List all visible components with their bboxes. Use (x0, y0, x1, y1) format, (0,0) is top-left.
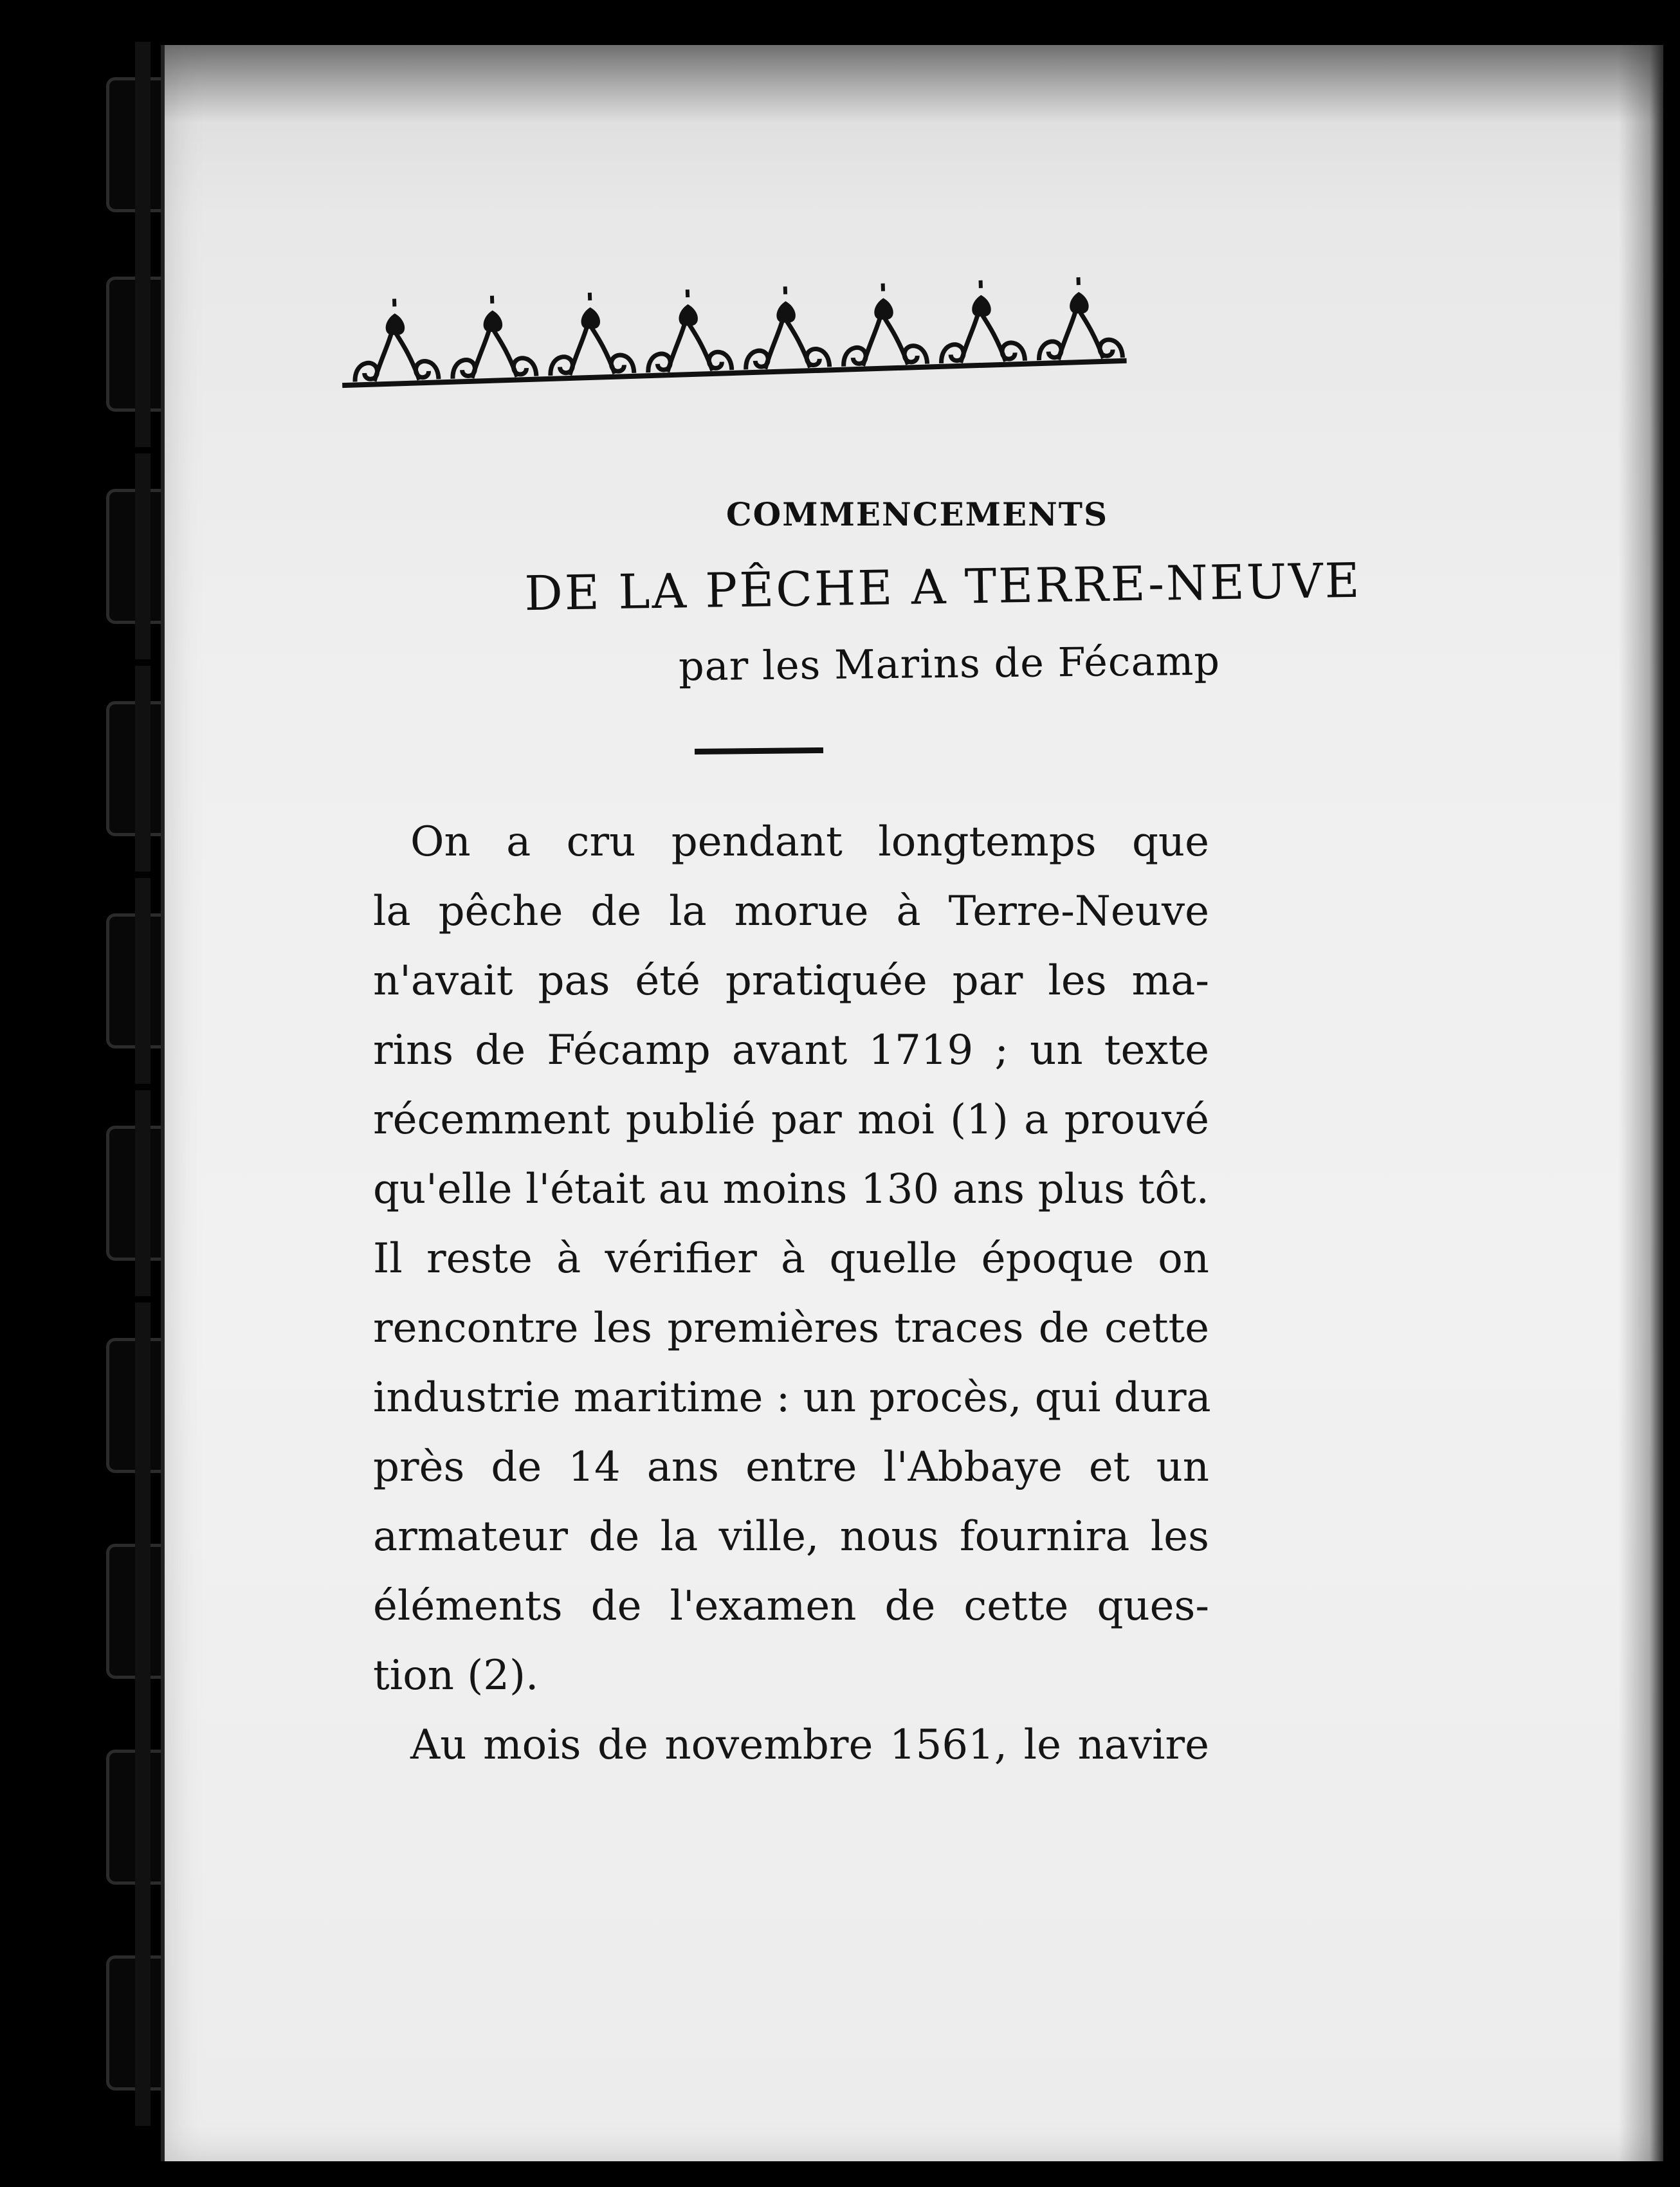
heading-small: COMMENCEMENTS (726, 495, 1109, 533)
heading-sub: par les Marins de Fécamp (678, 637, 1221, 690)
ornament-motif (939, 279, 1025, 363)
text-line: près de 14 ans entre l'Abbaye et un (373, 1443, 1209, 1491)
text-line: récemment publié par moi (1) a prouvé (373, 1096, 1209, 1144)
heading-main: DE LA PÊCHE A TERRE-NEUVE (524, 553, 1362, 622)
ornament-motif (548, 291, 634, 376)
text-line: tion (2). (373, 1652, 539, 1699)
text-line: rins de Fécamp avant 1719 ; un texte (373, 1027, 1209, 1074)
ornament-motif (352, 297, 439, 381)
text-line: Il reste à vérifier à quelle époque on (373, 1235, 1209, 1283)
text-line: industrie maritime : un procès, qui dura (373, 1374, 1211, 1422)
ornament-motif (1037, 277, 1123, 360)
ornament-motif (744, 285, 830, 369)
decorative-border-ornament (334, 277, 1132, 392)
text-line: armateur de la ville, nous fournira les (373, 1513, 1209, 1560)
text-line: n'avait pas été pratiquée par les ma- (373, 957, 1209, 1005)
ornament-motif (841, 282, 927, 367)
text-line: qu'elle l'était au moins 130 ans plus tôt. (373, 1166, 1209, 1213)
text-line: Au mois de novembre 1561, le navire (410, 1721, 1209, 1769)
ornament-motif (450, 295, 536, 379)
text-line: éléments de l'examen de cette ques- (373, 1582, 1209, 1630)
text-line: rencontre les premières traces de cette (373, 1304, 1209, 1352)
body-paragraph (373, 807, 1209, 1780)
ornament-motif (646, 288, 732, 372)
text-line: la pêche de la morue à Terre-Neuve (373, 888, 1209, 935)
text-line: On a cru pendant longtemps que (410, 818, 1209, 866)
